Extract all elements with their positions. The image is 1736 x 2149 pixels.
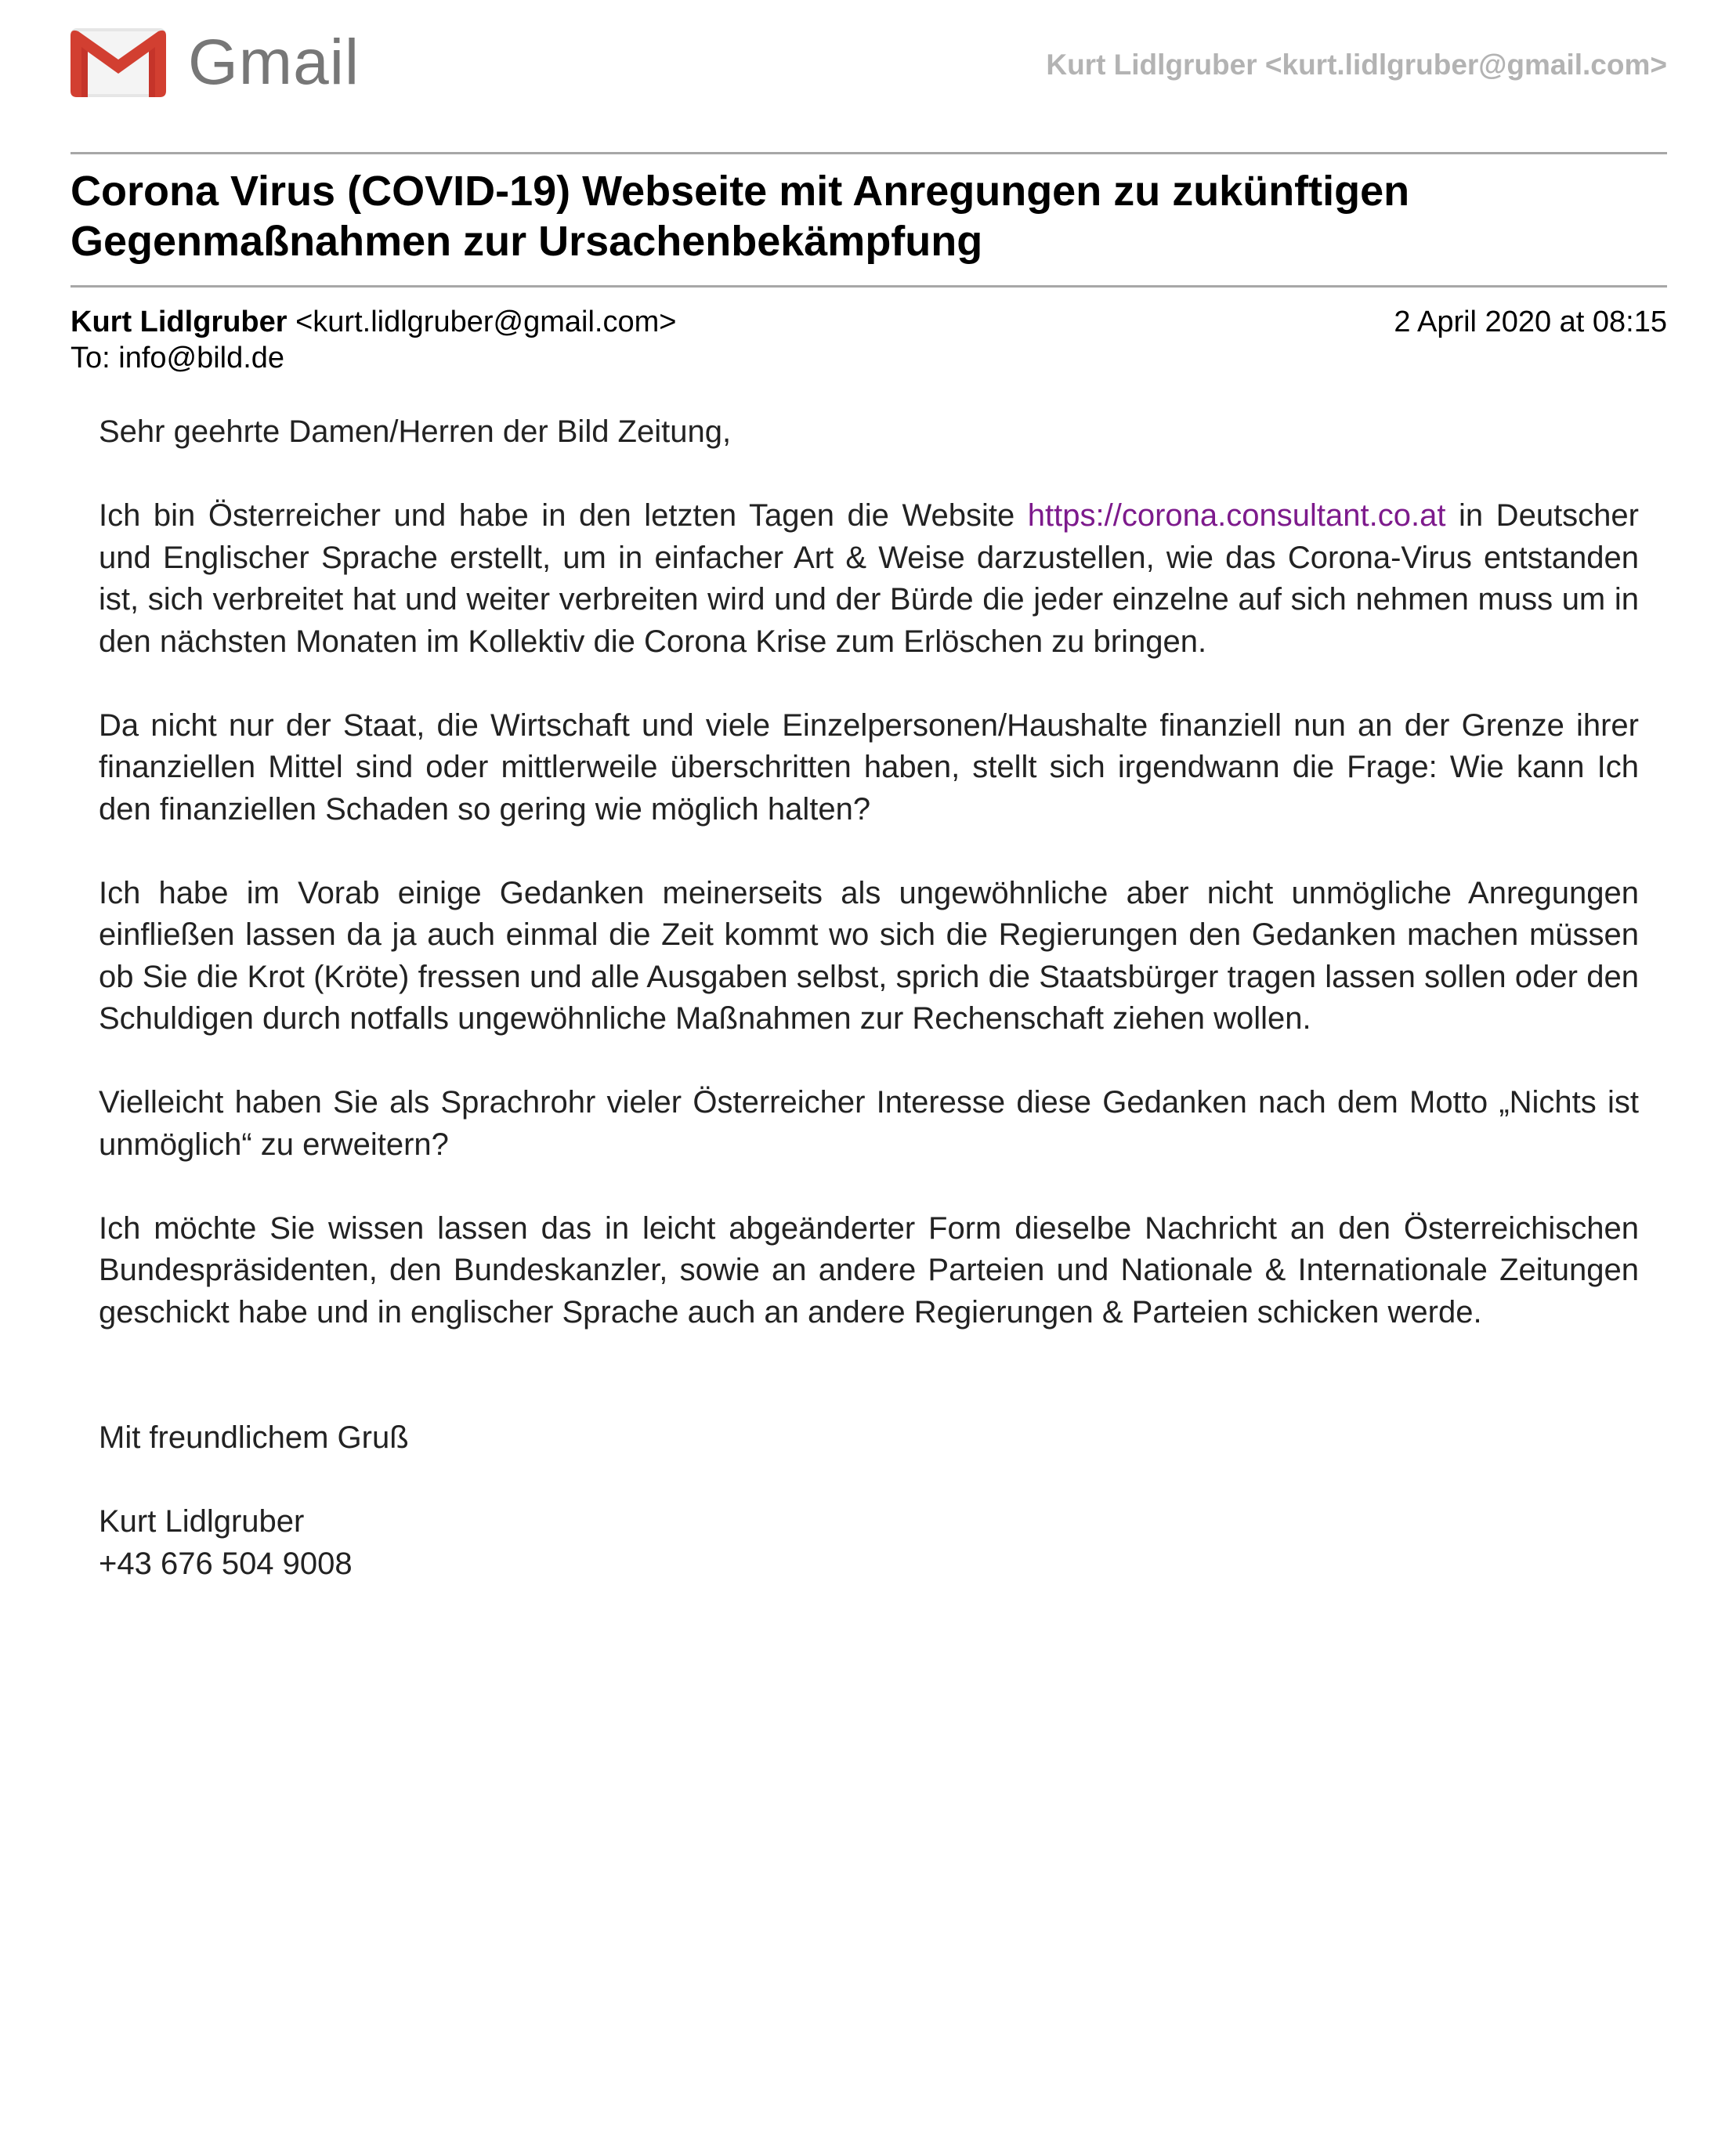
email-date: 2 April 2020 at 08:15 (1394, 306, 1667, 338)
sender-name: Kurt Lidlgruber (71, 306, 288, 338)
closing: Mit freundlichem Gruß (99, 1420, 409, 1455)
paragraph-4: Vielleicht haben Sie als Sprachrohr vieler Österreicher Interesse diese Gedanken nach dem Motto „Nichts ist unmöglich“ zu erweitern? (99, 1085, 1639, 1162)
paragraph-1 (99, 495, 1639, 663)
divider-top (71, 152, 1667, 154)
gmail-logo-icon (71, 28, 166, 97)
to-line: To: info@bild.de (71, 342, 285, 374)
email-subject: Corona Virus (COVID-19) Webseite mit Anregungen zu zukünftigen Gegenmaßnahmen zur Ursachenbekämpfung (71, 168, 1410, 265)
print-header (71, 24, 1667, 102)
sender-email: <kurt.lidlgruber@gmail.com> (295, 306, 677, 338)
gmail-logo-text: Gmail (188, 27, 360, 98)
signature-name: Kurt Lidlgruber (99, 1504, 305, 1539)
email-body (99, 411, 1639, 1585)
gmail-logo (71, 24, 360, 102)
paragraph-5: Ich möchte Sie wissen lassen das in leicht abgeänderter Form dieselbe Nachricht an den Österreichischen Bundespräsidenten, den Bundeskanzler, sowie an andere Parteien und Nationale & Internationale Zeitungen geschickt habe und in englischer Sprache auch an andere Regierungen & Parteien schicken werde. (99, 1210, 1639, 1330)
account-label: Kurt Lidlgruber <kurt.lidlgruber@gmail.com> (1046, 49, 1667, 81)
signature-phone: +43 676 504 9008 (99, 1546, 353, 1581)
paragraph-1-text-a: Ich bin Österreicher und habe in den letzten Tagen die Website (99, 498, 1028, 533)
paragraph-2: Da nicht nur der Staat, die Wirtschaft und viele Einzelpersonen/Haushalte finanziell nun an der Grenze ihrer finanziellen Mittel sind oder mittlerweile überschritten haben, stellt sich irgendwann die Frage: Wie kann Ich den finanziellen Schaden so gering wie möglich halten? (99, 707, 1639, 827)
divider-subject (71, 285, 1667, 288)
email-meta (71, 304, 1667, 376)
spacer (99, 1376, 1639, 1418)
greeting: Sehr geehrte Damen/Herren der Bild Zeitung, (99, 414, 732, 449)
website-link[interactable]: https://corona.consultant.co.at (1027, 498, 1446, 533)
paragraph-3: Ich habe im Vorab einige Gedanken meinerseits als ungewöhnliche aber nicht unmögliche Anregungen einfließen lassen da ja auch einmal die Zeit kommt wo sich die Regierungen den Gedanken machen müssen ob Sie die Krot (Kröte) fressen und alle Ausgaben selbst, sprich die Staatsbürger tragen lassen sollen oder den Schuldigen durch notfalls ungewöhnliche Maßnahmen zur Rechenschaft ziehen wollen. (99, 875, 1639, 1036)
signature (99, 1501, 1639, 1585)
paragraph-1-text-b: in Deutscher und Englischer Sprache erstellt, um in einfacher Art & Weise darzustellen, wie das Corona-Virus entstanden ist, sich verbreitet hat und weiter verbreiten wird und der Bürde die jeder einzelne auf sich nehmen muss um in den nächsten Monaten im Kollektiv die Corona Krise zum Erlöschen zu bringen. (99, 498, 1639, 659)
